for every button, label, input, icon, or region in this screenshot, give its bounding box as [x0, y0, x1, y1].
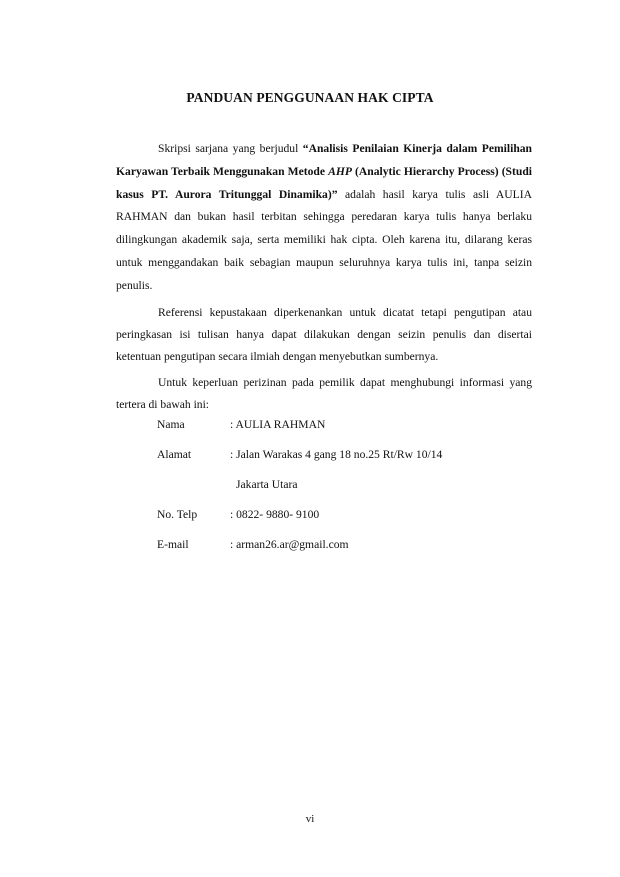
paragraph-permission: Untuk keperluan perizinan pada pemilik dapat menghubungi informasi yang tertera di bawah ini: — [116, 375, 532, 411]
paragraph-references: Referensi kepustakaan diperkenankan untuk dicatat tetapi pengutipan atau peringkasan isi tulisan hanya dapat dilakukan dengan seizin penulis dan disertai ketentuan pengutipan secara ilmiah dengan menyebutkan sumbernya. — [116, 305, 532, 363]
thesis-title-part-1: “Analisis Penilaian Kinerja dalam Pemilihan Karyawan Terbaik Menggunakan Metode — [116, 142, 533, 178]
address-value-2: Jakarta Utara — [236, 478, 298, 491]
phone-label: No. Telp — [157, 508, 198, 521]
paragraph-rest: adalah hasil karya tulis asli AULIA RAHMAN dan bukan hasil terbitan sehingga peredaran karya tulis hanya berlaku dilingkungan akademik saja, serta memiliki hak cipta. Oleh karena itu, dilarang keras untuk menggandakan baik sebagian maupun seluruhnya karya tulis ini, tanpa seizin penulis. — [116, 187, 532, 292]
address-label: Alamat — [157, 448, 192, 461]
paragraph-copyright-notice — [116, 138, 532, 298]
email-value: : arman26.ar@gmail.com — [230, 538, 349, 551]
phone-value: : 0822- 9880- 9100 — [230, 508, 320, 521]
email-label: E-mail — [157, 538, 189, 551]
document-body — [116, 138, 532, 416]
paragraph-lead: Skripsi sarjana yang berjudul — [158, 142, 303, 155]
name-value: : AULIA RAHMAN — [230, 418, 326, 431]
page-title: PANDUAN PENGGUNAAN HAK CIPTA — [186, 90, 434, 105]
thesis-title-part-2: (Analytic Hierarchy Process) (Studi kasus PT. Aurora Tritunggal Dinamika)” — [116, 164, 532, 201]
address-value: : Jalan Warakas 4 gang 18 no.25 Rt/Rw 10/14 — [230, 448, 443, 461]
page-number: vi — [305, 813, 315, 825]
thesis-title-ahp: AHP — [328, 164, 352, 178]
name-label: Nama — [157, 418, 185, 431]
